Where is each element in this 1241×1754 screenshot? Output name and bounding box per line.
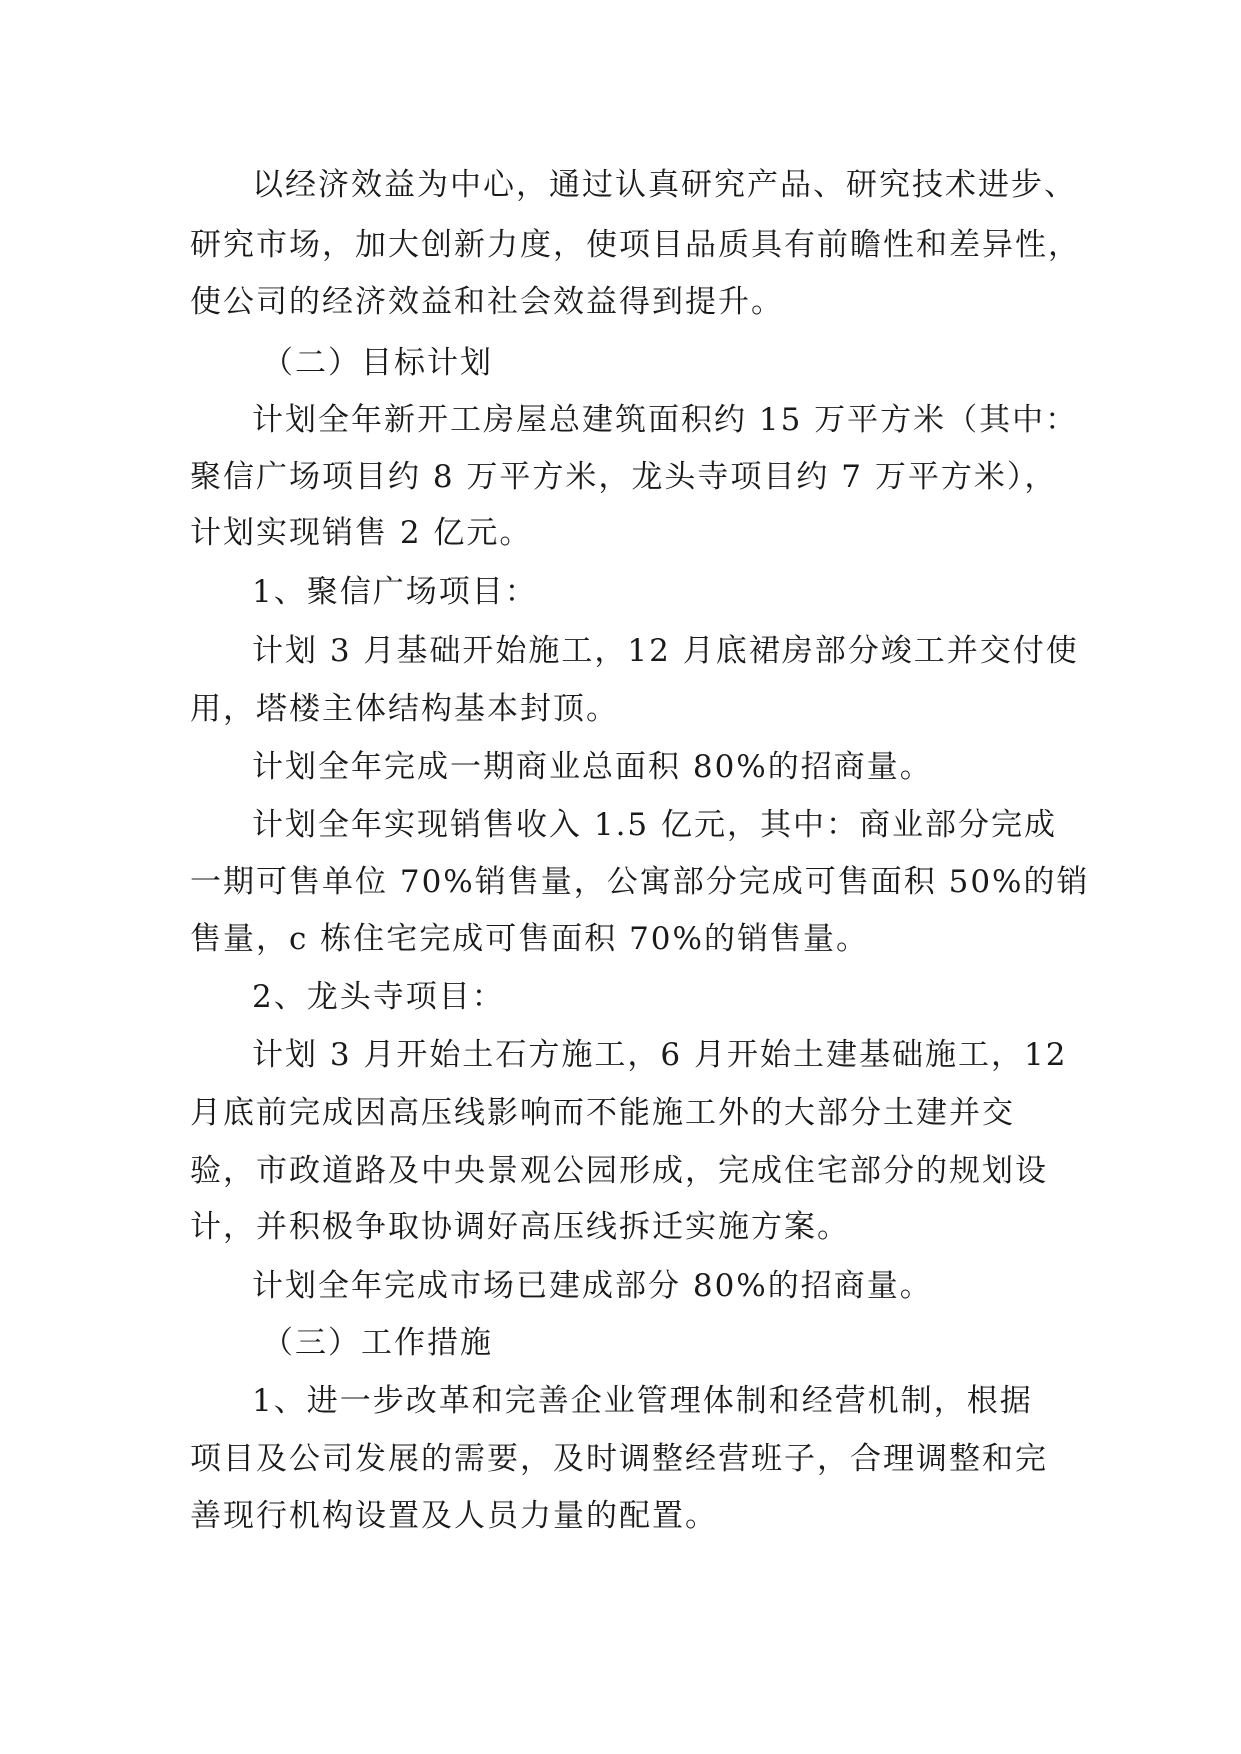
- paragraph-line: 使公司的经济效益和社会效益得到提升。: [190, 284, 784, 320]
- paragraph-line: 计划全年完成市场已建成部分 80%的招商量。: [252, 1268, 933, 1304]
- paragraph-line: 验，市政道路及中央景观公园形成，完成住宅部分的规划设: [190, 1153, 1048, 1189]
- paragraph-line: 售量，c 栋住宅完成可售面积 70%的销售量。: [190, 921, 869, 957]
- paragraph-line: 项目及公司发展的需要，及时调整经营班子，合理调整和完: [190, 1441, 1048, 1477]
- paragraph-line: 计划实现销售 2 亿元。: [190, 515, 533, 551]
- subheading: 1、聚信广场项目：: [252, 574, 538, 610]
- paragraph-line: 计，并积极争取协调好高压线拆迁实施方案。: [190, 1209, 850, 1245]
- paragraph-line: 以经济效益为中心，通过认真研究产品、研究技术进步、: [252, 167, 1077, 203]
- subheading: 2、龙头寺项目：: [252, 979, 505, 1015]
- paragraph-line: 研究市场，加大创新力度，使项目品质具有前瞻性和差异性，: [190, 227, 1081, 263]
- paragraph-line: 善现行机构设置及人员力量的配置。: [190, 1498, 718, 1534]
- paragraph-line: 计划 3 月开始土石方施工，6 月开始土建基础施工，12: [252, 1037, 1068, 1073]
- paragraph-line: 聚信广场项目约 8 万平方米，龙头寺项目约 7 万平方米），: [190, 459, 1058, 495]
- paragraph-line: 计划全年完成一期商业总面积 80%的招商量。: [252, 749, 933, 785]
- paragraph-line: 计划全年实现销售收入 1.5 亿元，其中：商业部分完成: [252, 807, 1058, 843]
- paragraph-line: 1、进一步改革和完善企业管理体制和经营机制，根据: [252, 1383, 1033, 1419]
- section-heading: （三）工作措施: [262, 1325, 493, 1361]
- paragraph-line: 月底前完成因高压线影响而不能施工外的大部分土建并交: [190, 1095, 1015, 1131]
- section-heading: （二）目标计划: [262, 345, 493, 381]
- paragraph-line: 计划 3 月基础开始施工，12 月底裙房部分竣工并交付使: [252, 633, 1079, 669]
- paragraph-line: 一期可售单位 70%销售量，公寓部分完成可售面积 50%的销: [190, 864, 1090, 900]
- paragraph-line: 计划全年新开工房屋总建筑面积约 15 万平方米（其中：: [252, 402, 1079, 438]
- paragraph-line: 用，塔楼主体结构基本封顶。: [190, 691, 619, 727]
